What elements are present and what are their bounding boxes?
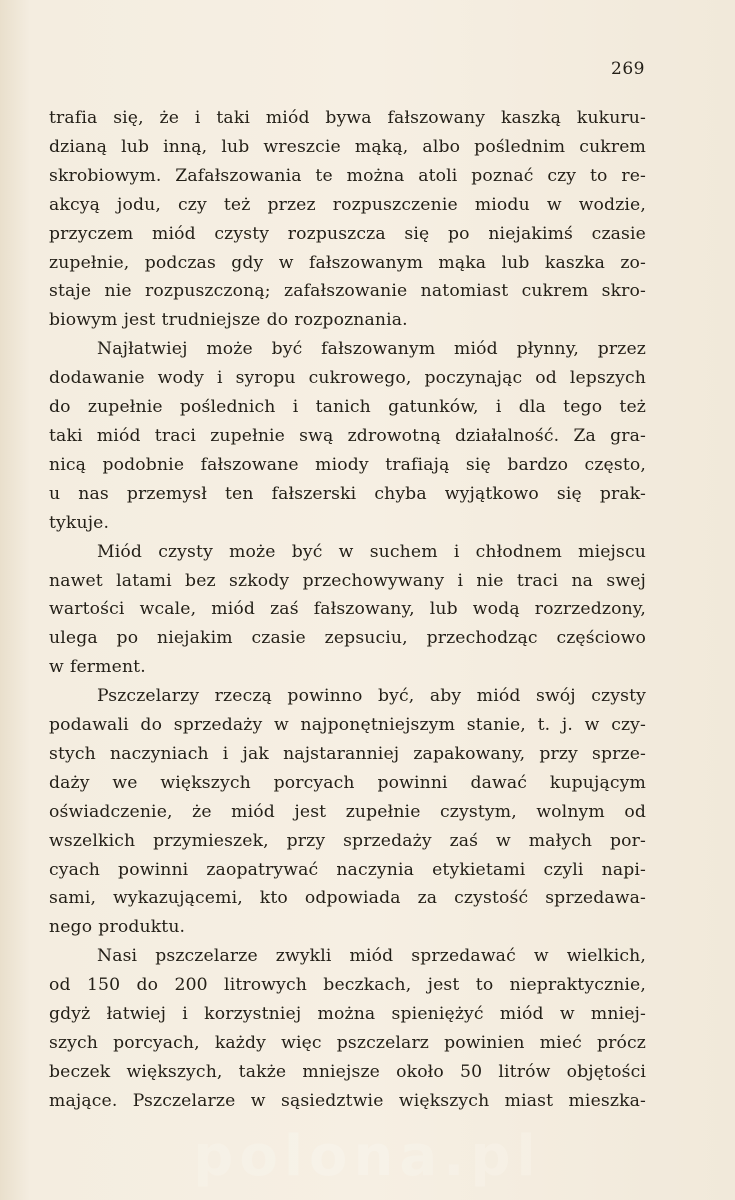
text-line: podawali do sprzedaży w najponętniejszym stanie, t. j. w czy- [49,715,646,736]
text-line: daży we większych porcyach powinni dawać kupującym [49,772,646,793]
text-line: nicą podobnie fałszowane miody trafiają się bardzo często, [49,454,646,475]
page-number: 269 [611,59,645,79]
text-line: sami, wykazującemi, kto odpowiada za czystość sprzedawa- [49,888,646,909]
text-line: Miód czysty może być w suchem i chłodnem miejscu [97,541,646,562]
text-line: od 150 do 200 litrowych beczkach, jest to niepraktycznie, [49,975,646,996]
text-line: nego produktu. [49,917,186,938]
text-line: cyach powinni zaopatrywać naczynia etykietami czyli napi- [49,859,646,880]
text-line: gdyż łatwiej i korzystniej można spieniężyć miód w mniej- [49,1004,646,1025]
text-line: mające. Pszczelarze w sąsiedztwie większych miast mieszka- [49,1090,646,1111]
text-line: szych porcyach, każdy więc pszczelarz powinien mieć prócz [49,1033,646,1053]
text-line: oświadczenie, że miód jest zupełnie czystym, wolnym od [49,801,646,822]
text-line: beczek większych, także mniejsze około 50 litrów objętości [49,1061,646,1082]
text-line: wszelkich przymieszek, przy sprzedaży zaś w małych por- [49,830,646,851]
text-line: taki miód traci zupełnie swą zdrowotną działalność. Za gra- [49,425,646,446]
text-line: dodawanie wody i syropu cukrowego, poczynając od lepszych [49,368,646,389]
text-line: trafia się, że i taki miód bywa fałszowany kaszką kukuru- [49,108,646,128]
text-line: wartości wcale, miód zaś fałszowany, lub wodą rozrzedzony, [49,599,646,620]
text-line: zupełnie, podczas gdy w fałszowanym mąka lub kaszka zo- [49,252,646,273]
text-line: akcyą jodu, czy też przez rozpuszczenie miodu w wodzie, [49,194,646,215]
body-text [49,104,646,1116]
text-line: skrobiowym. Zafałszowania te można atoli poznać czy to re- [49,165,646,186]
text-line: dzianą lub inną, lub wreszcie mąką, albo poślednim cukrem [49,136,646,157]
text-line: Najłatwiej może być fałszowanym miód płynny, przez [97,339,646,360]
text-line: w ferment. [49,657,146,678]
text-line: Pszczelarzy rzeczą powinno być, aby miód swój czysty [97,686,646,707]
text-line: przyczem miód czysty rozpuszcza się po niejakimś czasie [49,223,646,244]
text-line: u nas przemysł ten fałszerski chyba wyjątkowo się prak- [49,483,646,504]
text-line: stych naczyniach i jak najstaranniej zapakowany, przy sprze- [49,743,646,764]
watermark: polona.pl [193,1124,542,1189]
text-line: Nasi pszczelarze zwykli miód sprzedawać w wielkich, [97,946,646,967]
text-line: do zupełnie poślednich i tanich gatunków, i dla tego też [49,397,646,418]
text-line: staje nie rozpuszczoną; zafałszowanie natomiast cukrem skro- [49,281,646,302]
text-line: tykuje. [49,512,110,533]
text-line: nawet latami bez szkody przechowywany i nie traci na swej [49,570,646,591]
text-line: biowym jest trudniejsze do rozpoznania. [49,310,408,331]
text-line: ulega po niejakim czasie zepsuciu, przechodząc częściowo [49,628,646,649]
